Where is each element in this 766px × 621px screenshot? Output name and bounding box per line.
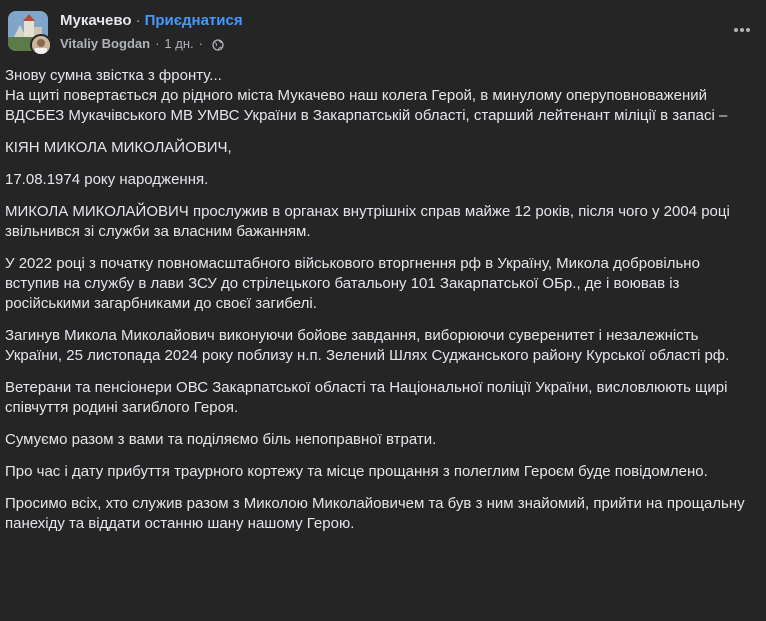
join-group-link[interactable]: Приєднатися	[144, 12, 243, 29]
more-options-button[interactable]	[732, 20, 752, 40]
globe-icon	[212, 38, 224, 50]
post-meta	[60, 35, 224, 53]
post-paragraph: Знову сумна звістка з фронту... На щиті повертається до рідного міста Мукачево наш колега Герой, в минулому оперуповноважений ВДСБЕЗ Мукачівського МВ УМВС України в Закарпатській області, старший лейтенант міліції в запасі –	[5, 67, 728, 124]
post-paragraph: Сумуємо разом з вами та поділяємо біль непоправної втрати.	[5, 431, 437, 448]
post-paragraph: Просимо всіх, хто служив разом з Миколою Миколайовичем та був з ним знайомий, прийти на прощальну панехіду та віддати останню шану нашому Герою.	[5, 495, 745, 532]
author-avatar[interactable]	[30, 34, 52, 56]
header-separator: ·	[135, 12, 141, 29]
post-header-title	[60, 11, 243, 31]
post-header	[0, 0, 766, 62]
post-paragraph: Про час і дату прибуття траурного кортежу та місце прощання з полеглим Героєм буде повідомлено.	[5, 463, 708, 480]
post-paragraph: КІЯН МИКОЛА МИКОЛАЙОВИЧ,	[5, 139, 232, 156]
meta-separator: ·	[155, 36, 160, 51]
post-time-link[interactable]: 1 дн.	[164, 36, 194, 51]
more-horizontal-icon	[732, 20, 752, 40]
post-paragraph: Загинув Микола Миколайович виконуючи бойове завдання, виборюючи суверенитет і незалежність України, 25 листопада 2024 року поблизу н.п. Зелений Шлях Суджанського району Курської області рф.	[5, 327, 730, 364]
post-paragraph: 17.08.1974 року народження.	[5, 171, 209, 188]
post-body	[5, 66, 757, 546]
meta-separator-2: ·	[198, 36, 203, 51]
post-paragraph: Ветерани та пенсіонери ОВС Закарпатської області та Національної поліції України, висловлюють щирі співчуття родині загиблого Героя.	[5, 379, 728, 416]
author-name-link[interactable]: Vitaliy Bogdan	[60, 36, 151, 51]
post-paragraph: У 2022 році з початку повномасштабного військового вторгнення рф в Україну, Микола добровільно вступив на службу в лави ЗСУ до стрілецького батальону 101 Закарпатської ОБр., де і воював із російськими загарбниками до своєї загибелі.	[5, 255, 700, 312]
post-paragraph: МИКОЛА МИКОЛАЙОВИЧ прослужив в органах внутрішніх справ майже 12 років, після чого у 2004 році звільнився зі служби за власним бажанням.	[5, 203, 730, 240]
group-name-link[interactable]: Мукачево	[60, 12, 132, 29]
